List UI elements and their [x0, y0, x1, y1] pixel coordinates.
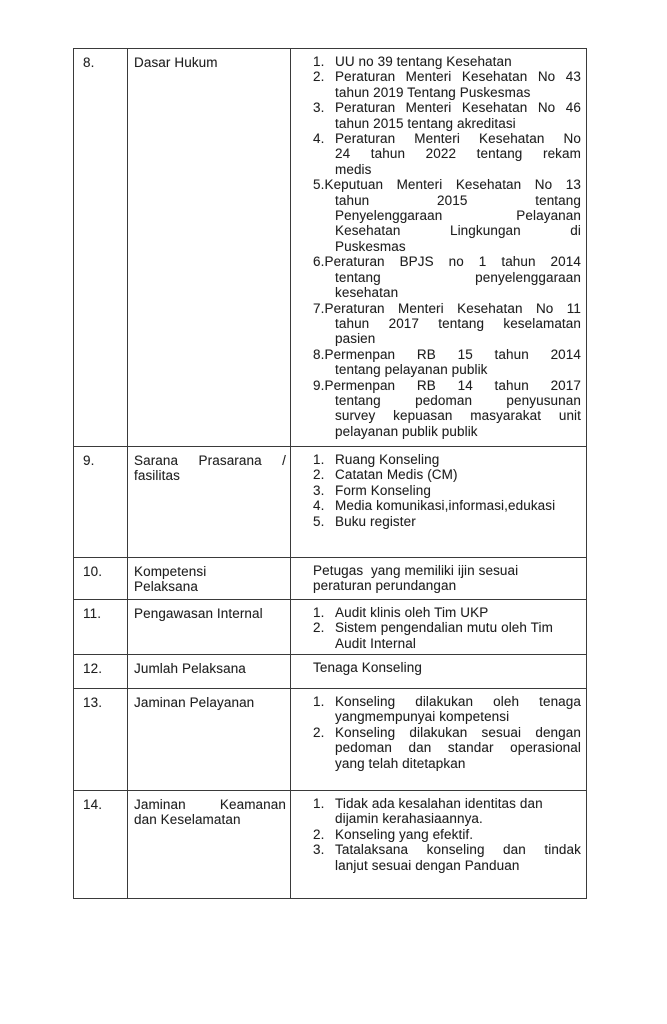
list-item-line [313, 514, 581, 529]
label-line: Jaminan Pelayanan [134, 695, 255, 710]
list-item-text: Ruang Konseling [335, 452, 440, 467]
list-item [313, 301, 581, 347]
table-row [74, 600, 586, 655]
list-item-line: tahun 2017 tentang keselamatan [335, 315, 581, 331]
list-item [313, 254, 581, 300]
list-item-text: Buku register [335, 513, 416, 529]
label-line: Kompetensi [134, 564, 207, 579]
list-item-line: pasien [335, 331, 376, 347]
row-number-cell [74, 655, 128, 688]
list-item-line [313, 605, 581, 620]
list-item [313, 605, 581, 620]
row-number: 14. [83, 797, 103, 812]
list-item-text: Tatalaksana konseling dan tindak [335, 842, 581, 858]
list-item-line [313, 378, 581, 393]
list-item-line [313, 620, 581, 635]
row-content-cell [291, 655, 586, 688]
row-number: 11. [83, 606, 102, 621]
row-content-cell [291, 558, 586, 599]
label-line: fasilitas [134, 468, 180, 484]
content-line: Petugas yang memiliki ijin sesuai [313, 563, 519, 578]
list-item-line [313, 347, 581, 362]
list-item-text: UU no 39 tentang Kesehatan [335, 54, 512, 69]
content-line: Tenaga Konseling [313, 660, 422, 675]
list-item-line: Puskesmas [335, 238, 406, 254]
list-item-marker: 6. [313, 254, 325, 270]
list-item-marker: 5. [313, 513, 325, 529]
list-item-marker: 3. [313, 482, 325, 498]
list-item-line [313, 452, 581, 467]
list-item-text: Catatan Medis (CM) [335, 467, 458, 483]
list-item-text: Peraturan BPJS no 1 tahun 2014 [324, 254, 581, 270]
list-item-line: yang telah ditetapkan [335, 755, 466, 771]
table-row [74, 49, 586, 447]
row-label-cell [128, 791, 291, 898]
list-item-line: Kesehatan Lingkungan di [335, 223, 581, 239]
row-number-cell [74, 791, 128, 898]
list-item-line [313, 254, 581, 269]
list-item-marker: 1. [313, 796, 325, 811]
row-label-cell [128, 689, 291, 790]
list-item [313, 177, 581, 254]
list-item-line [313, 467, 581, 482]
list-item-line [313, 725, 581, 740]
row-number-cell [74, 447, 128, 557]
row-label-cell [128, 558, 291, 599]
list-item-line: lanjut sesuai dengan Panduan [335, 857, 520, 873]
row-number-cell [74, 49, 128, 446]
list-item-line: kesehatan [335, 285, 399, 301]
list-item-text: Konseling yang efektif. [335, 826, 474, 842]
list-item-text: Permenpan RB 14 tahun 2017 [324, 377, 581, 393]
list-item-marker: 1. [313, 54, 325, 69]
list-item-marker: 2. [313, 724, 325, 740]
list-item-line: 24 tahun 2022 tentang rekam [335, 146, 581, 162]
list-item-line: tentang pedoman penyusunan [335, 392, 581, 408]
list-item-text: Keputuan Menteri Kesehatan No 13 [324, 177, 581, 193]
list-item-marker: 8. [313, 346, 325, 362]
list-item [313, 131, 581, 177]
list-item [313, 796, 581, 827]
list-item-marker: 2. [313, 69, 325, 85]
label-line: Sarana Prasarana / [134, 453, 286, 468]
row-content-cell [291, 600, 586, 654]
row-number-cell [74, 689, 128, 790]
list-item-line [313, 796, 581, 811]
list-item-line: pedoman dan standar operasional [335, 740, 581, 756]
row-label-cell [128, 655, 291, 688]
row-label-cell [128, 447, 291, 557]
list-item-marker: 1. [313, 605, 325, 620]
list-item-line: tentang penyelenggaraan [335, 269, 581, 285]
list-item-line [313, 842, 581, 857]
list-item-line: pelayanan publik publik [335, 423, 478, 439]
row-content-cell [291, 689, 586, 790]
list-item-line [313, 498, 581, 513]
row-number: 8. [83, 55, 95, 70]
label-line: dan Keselamatan [134, 812, 241, 828]
list-item-marker: 7. [313, 300, 325, 316]
label-line: Dasar Hukum [134, 55, 218, 70]
list-item-marker: 3. [313, 842, 325, 858]
list-item-line: Audit Internal [335, 635, 416, 651]
list-item [313, 620, 581, 651]
list-item-line: tentang pelayanan publik [335, 362, 488, 378]
list-item-marker: 2. [313, 620, 325, 636]
list-item [313, 483, 581, 498]
row-content-cell [291, 447, 586, 557]
list-item [313, 842, 581, 873]
list-item-line [313, 69, 581, 84]
list-item-line: medis [335, 161, 372, 177]
list-item-line: tahun 2019 Tentang Puskesmas [335, 84, 531, 100]
list-item-line [313, 483, 581, 498]
list-item [313, 69, 581, 100]
list-item-text: Peraturan Menteri Kesehatan No 46 [335, 100, 581, 116]
list-item-marker: 5. [313, 177, 325, 193]
list-item [313, 498, 581, 513]
list-item-line [313, 694, 581, 709]
list-item-text: Sistem pengendalian mutu oleh Tim [335, 620, 553, 636]
list-item-text: Peraturan Menteri Kesehatan No 43 [335, 69, 581, 85]
list-item-text: Media komunikasi,informasi,edukasi [335, 498, 556, 514]
label-line: Pengawasan Internal [134, 606, 263, 621]
label-line: Pelaksana [134, 579, 198, 595]
list-item-marker: 4. [313, 131, 325, 147]
row-number-cell [74, 558, 128, 599]
list-item [313, 467, 581, 482]
row-content-cell [291, 49, 586, 446]
table-row [74, 655, 586, 689]
table-row [74, 791, 586, 898]
row-number: 12. [83, 661, 103, 676]
list-item-marker: 2. [313, 826, 325, 842]
list-item [313, 514, 581, 529]
list-item-line: tahun 2015 tentang akreditasi [335, 115, 516, 131]
list-item [313, 100, 581, 131]
list-item-line [313, 54, 581, 69]
list-item-line [313, 301, 581, 316]
list-item-text: Form Konseling [335, 482, 431, 498]
table-row [74, 447, 586, 558]
list-item-marker: 2. [313, 467, 325, 483]
list-item-text: Peraturan Menteri Kesehatan No [335, 131, 581, 147]
row-number: 10. [83, 564, 103, 579]
list-item [313, 54, 581, 69]
list-item-marker: 4. [313, 498, 325, 514]
list-item-text: Konseling dilakukan sesuai dengan [335, 724, 581, 740]
list-item-marker: 3. [313, 100, 325, 116]
list-item-text: Permenpan RB 15 tahun 2014 [324, 346, 581, 362]
list-item-line: survey kepuasan masyarakat unit [335, 408, 581, 424]
list-item-line: yangmempunyai kompetensi [335, 709, 510, 725]
document-table [73, 48, 587, 899]
list-item-line: tahun 2015 tentang [335, 192, 581, 208]
list-item-text: Konseling dilakukan oleh tenaga [335, 694, 581, 709]
list-item-marker: 9. [313, 377, 325, 393]
list-item [313, 452, 581, 467]
content-line: peraturan perundangan [313, 578, 457, 594]
list-item-line [313, 827, 581, 842]
table-row [74, 558, 586, 600]
list-item-line: Penyelenggaraan Pelayanan [335, 208, 581, 224]
list-item-marker: 1. [313, 694, 325, 709]
list-item-line [313, 100, 581, 115]
label-line: Jaminan Keamanan [134, 797, 286, 812]
row-label-cell [128, 600, 291, 654]
list-item-text: Audit klinis oleh Tim UKP [335, 605, 489, 620]
row-content-cell [291, 791, 586, 898]
table-row [74, 689, 586, 791]
label-line: Jumlah Pelaksana [134, 661, 246, 676]
row-number: 13. [83, 695, 103, 710]
list-item-marker: 1. [313, 452, 325, 467]
list-item [313, 378, 581, 440]
list-item-line: dijamin kerahasiaannya. [335, 811, 483, 827]
list-item [313, 725, 581, 771]
list-item [313, 347, 581, 378]
row-number: 9. [83, 453, 95, 468]
row-number-cell [74, 600, 128, 654]
list-item-text: Peraturan Menteri Kesehatan No 11 [324, 300, 581, 316]
row-label-cell [128, 49, 291, 446]
list-item-text: Tidak ada kesalahan identitas dan [335, 796, 543, 811]
list-item [313, 827, 581, 842]
list-item-line [313, 177, 581, 192]
list-item-line [313, 131, 581, 146]
list-item [313, 694, 581, 725]
